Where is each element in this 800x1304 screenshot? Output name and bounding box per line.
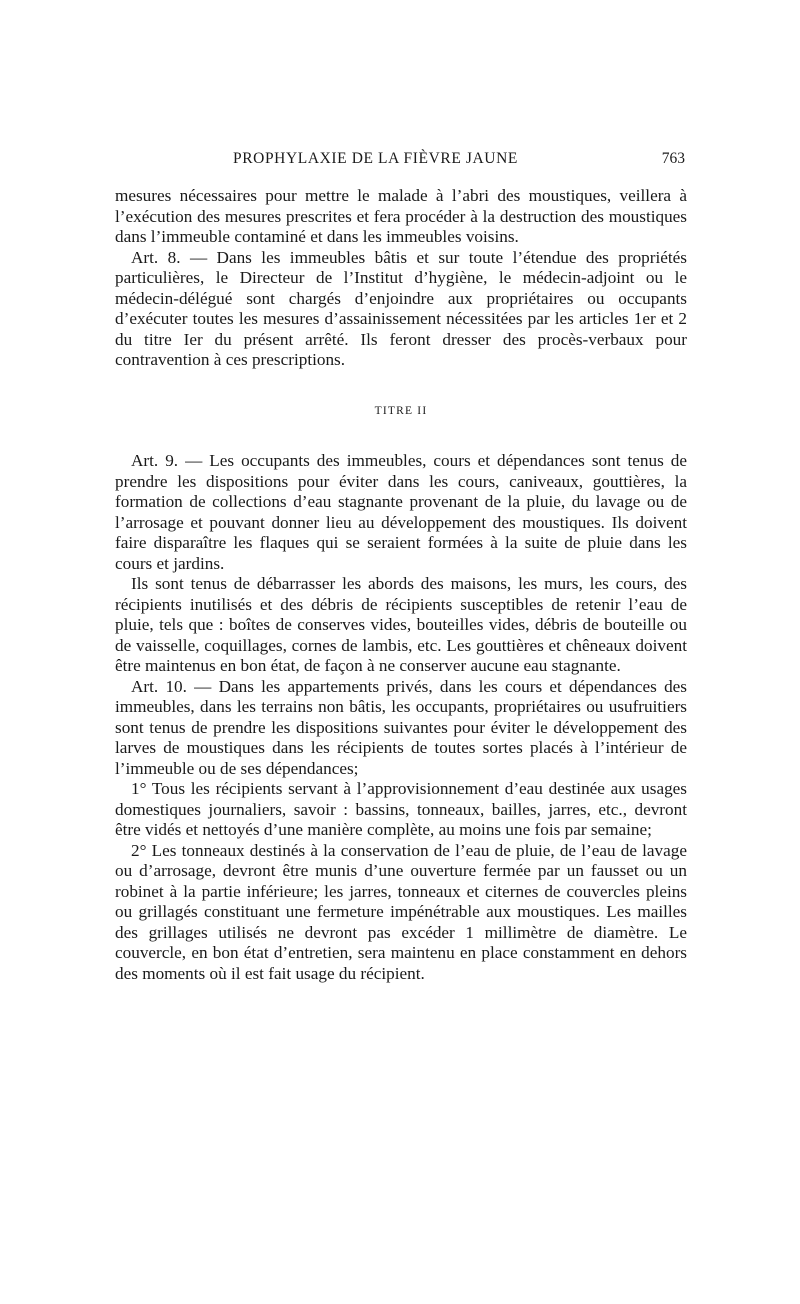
- section-title: TITRE II: [374, 404, 428, 417]
- running-title: PROPHYLAXIE DE LA FIÈVRE JAUNE: [233, 150, 518, 167]
- page-number: 763: [661, 150, 685, 167]
- paragraph-item-2: 2° Les tonneaux destinés à la conservation de l’eau de pluie, de l’eau de lavage ou d’arrosage, devront être munis d’une ouverture fermée par un fausset ou un robinet à la partie inférieure; les jarres, tonneaux et citernes de couvercles pleins ou grillagés constituant une fermeture impénétrable aux moustiques. Les mailles des grillages utilisés ne devront pas excéder 1 millimètre de diamètre. Le couvercle, en bon état d’entretien, sera maintenu en place constamment en dehors des moments où il est fait usage du récipient.: [115, 840, 687, 983]
- paragraph-art-9: Art. 9. — Les occupants des immeubles, cours et dépendances sont tenus de prendre les dispositions pour éviter dans les cours, caniveaux, gouttières, la formation de collections d’eau stagnante provenant de la pluie, du lavage ou de l’arrosage et pouvant donner lieu au développement des moustiques. Ils doivent faire disparaître les flaques qui se seraient formées à la suite de pluie dans les cours et jardins.: [115, 451, 687, 573]
- running-head: [115, 150, 685, 172]
- paragraph-art-10: Art. 10. — Dans les appartements privés, dans les cours et dépendances des immeubles, dans les terrains non bâtis, les occupants, propriétaires ou usufruitiers sont tenus de prendre les dispositions suivantes pour éviter le développement des larves de moustiques dans les récipients de toutes sortes placés à l’intérieur de l’immeuble ou de ses dépendances;: [115, 676, 687, 778]
- body-text: [115, 186, 687, 984]
- paragraph-continuation: mesures nécessaires pour mettre le malade à l’abri des moustiques, veillera à l’exécution des mesures prescrites et fera procéder à la destruction des moustiques dans l’immeuble contaminé et dans les immeubles voisins.: [115, 186, 687, 246]
- paragraph-item-1: 1° Tous les récipients servant à l’approvisionnement d’eau destinée aux usages domestiques journaliers, savoir : bassins, tonneaux, bailles, jarres, etc., devront être vidés et nettoyés d’une manière complète, au moins une fois par semaine;: [115, 779, 687, 839]
- paragraph-art-9-continued: Ils sont tenus de débarrasser les abords des maisons, les murs, les cours, des récipients inutilisés et des débris de récipients susceptibles de retenir l’eau de pluie, tels que : boîtes de conserves vides, bouteilles vides, débris de bouteille ou de vaisselle, coquillages, cornes de lambis, etc. Les gouttières et chêneaux doivent être maintenus en bon état, de façon à ne conserver aucune eau stagnante.: [115, 574, 687, 675]
- paragraph-art-8: Art. 8. — Dans les immeubles bâtis et sur toute l’étendue des propriétés particulières, le Directeur de l’Institut d’hygiène, le médecin-adjoint ou le médecin-délégué sont chargés d’enjoindre aux propriétaires ou occupants d’exécuter toutes les mesures d’assainissement nécessitées par les articles 1er et 2 du titre Ier du présent arrêté. Ils feront dresser des procès-verbaux pour contravention à ces prescriptions.: [115, 247, 687, 369]
